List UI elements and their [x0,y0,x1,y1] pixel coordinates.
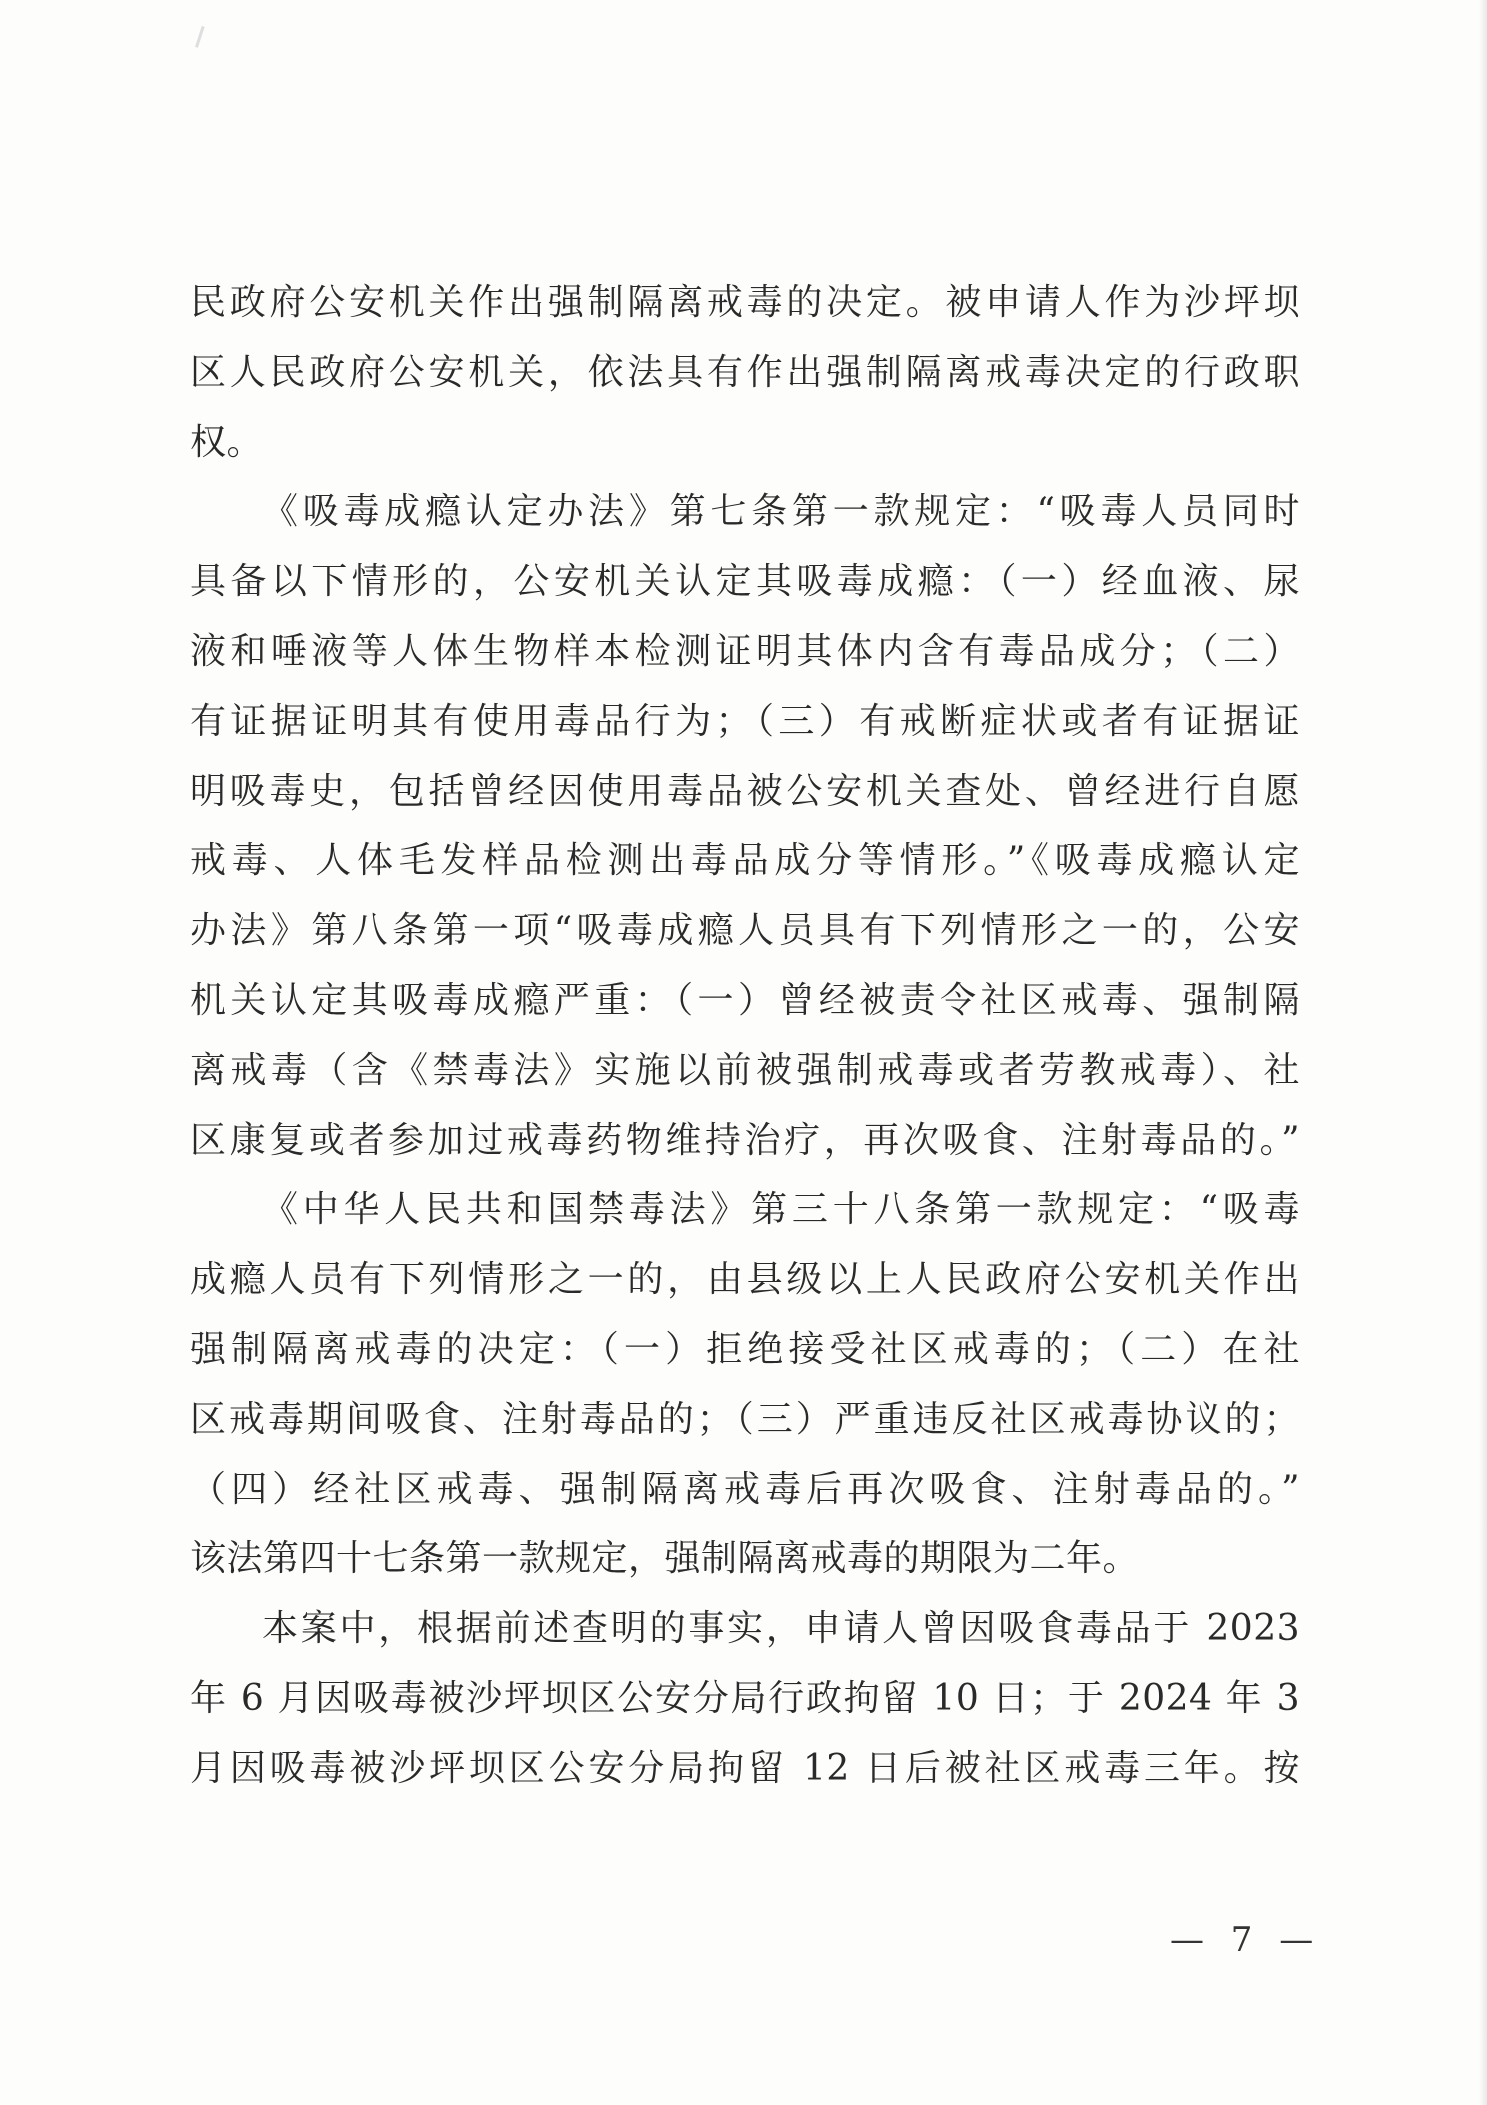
text-line: 民政府公安机关作出强制隔离戒毒的决定。被申请人作为沙坪坝 [190,282,1300,323]
text-line: 权。 [190,421,264,463]
text-line: （四）经社区戒毒、强制隔离戒毒后再次吸食、注射毒品的。” [190,1468,1300,1510]
text-line: 强制隔离戒毒的决定：（一）拒绝接受社区戒毒的；（二）在社 [190,1328,1300,1370]
text-line: 戒毒、人体毛发样品检测出毒品成分等情形。”《吸毒成瘾认定 [190,840,1300,882]
text-line: 成瘾人员有下列情形之一的，由县级以上人民政府公安机关作出 [190,1259,1300,1301]
paragraph-start-line: 《中华人民共和国禁毒法》第三十八条第一款规定：“吸毒 [262,1189,1300,1231]
text-line: 有证据证明其有使用毒品行为；（三）有戒断症状或者有证据证 [190,700,1300,742]
text-line: 具备以下情形的，公安机关认定其吸毒成瘾：（一）经血液、尿 [190,561,1300,603]
text-line: 区戒毒期间吸食、注射毒品的；（三）严重违反社区戒毒协议的； [190,1398,1300,1440]
text-line: 办法》第八条第一项“吸毒成瘾人员具有下列情形之一的，公安 [190,910,1300,952]
text-line: 该法第四十七条第一款规定，强制隔离戒毒的期限为二年。 [190,1538,1140,1580]
page-number: — 7 — [1170,1920,1322,1960]
text-line: 区康复或者参加过戒毒药物维持治疗，再次吸食、注射毒品的。” [190,1119,1300,1161]
paragraph-start-line: 《吸毒成瘾认定办法》第七条第一款规定：“吸毒人员同时 [262,491,1300,533]
text-line: 离戒毒（含《禁毒法》实施以前被强制戒毒或者劳教戒毒）、社 [190,1049,1300,1091]
text-line: 区人民政府公安机关，依法具有作出强制隔离戒毒决定的行政职 [190,351,1300,393]
scan-edge-shadow [1479,0,1487,2105]
text-line: 月因吸毒被沙坪坝区公安分局拘留 12 日后被社区戒毒三年。按 [190,1747,1300,1789]
document-body [190,268,1300,1804]
text-line: 明吸毒史，包括曾经因使用毒品被公安机关查处、曾经进行自愿 [190,770,1300,812]
text-line: 液和唾液等人体生物样本检测证明其体内含有毒品成分；（二） [190,630,1300,672]
paragraph-start-line: 本案中，根据前述查明的事实，申请人曾因吸食毒品于 2023 [262,1608,1300,1650]
scan-mark [195,26,218,52]
text-line: 年 6 月因吸毒被沙坪坝区公安分局行政拘留 10 日；于 2024 年 3 [190,1677,1300,1719]
text-line: 机关认定其吸毒成瘾严重：（一）曾经被责令社区戒毒、强制隔 [190,979,1300,1021]
